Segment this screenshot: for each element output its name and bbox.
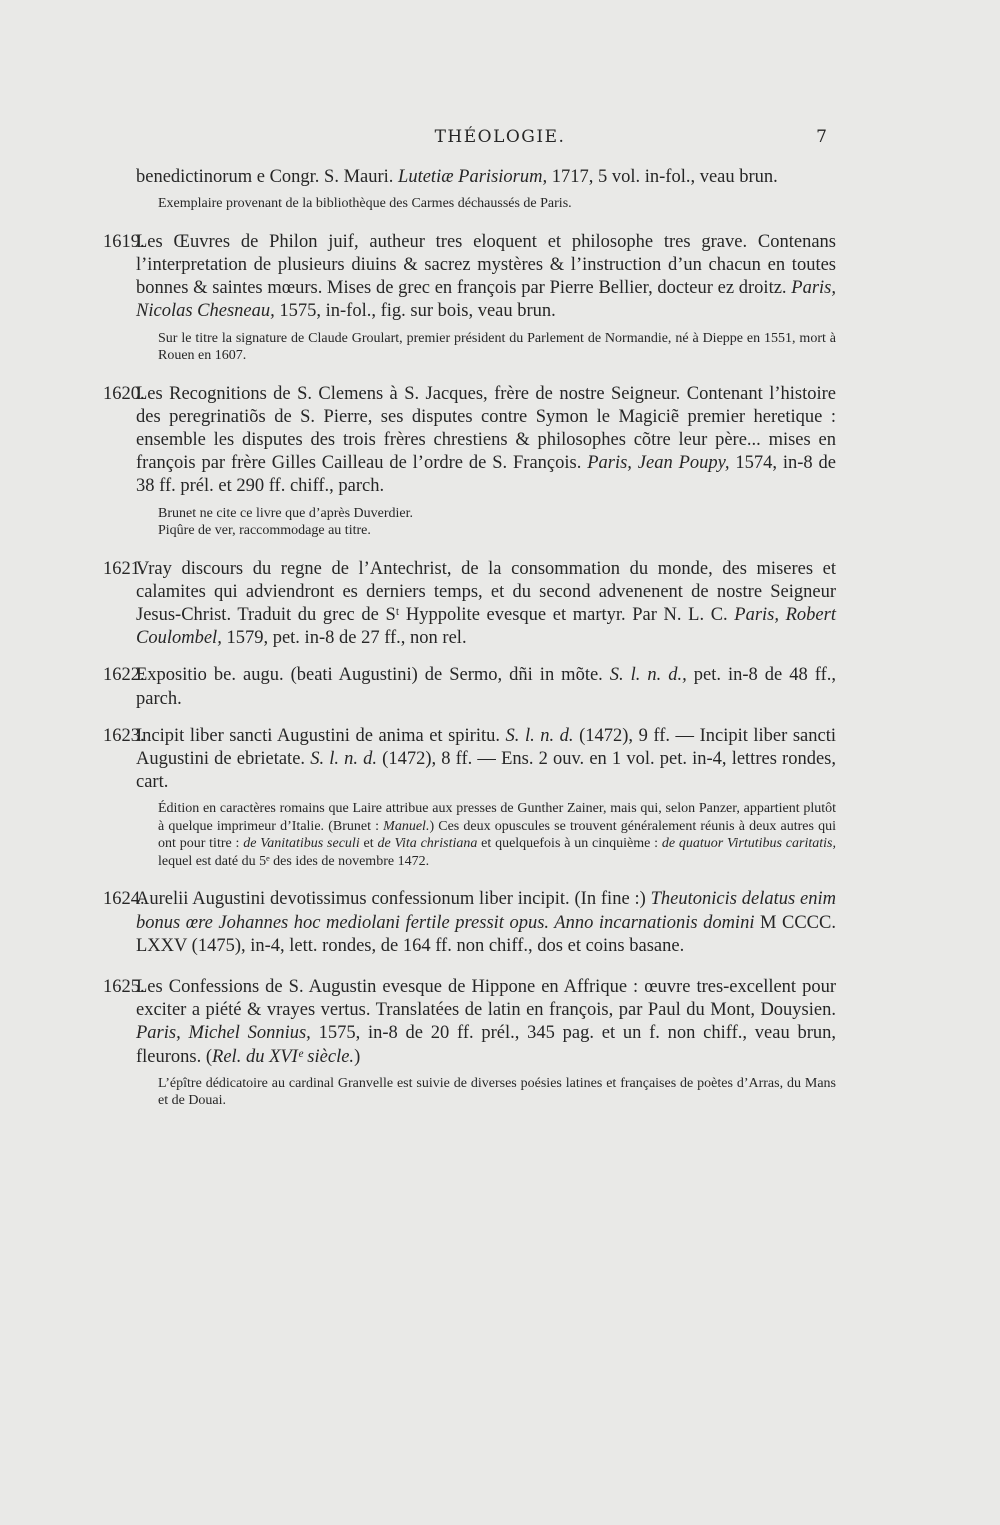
entry-note: L’épître dédicatoire au cardinal Granvelle est suivie de diverses poésies latines et françaises de poètes d’Arras, du Mans et de Douai. xyxy=(158,1075,836,1109)
entry-number: 1621. xyxy=(103,558,145,579)
entry-text: Les Confessions de S. Augustin evesque de Hippone en Affrique : œuvre tres-excellent pour exciter a piété & vrayes vertus. Translatées de latin en françois, par Paul du Mont, Douysien. xyxy=(136,976,836,1021)
entry-text: ) xyxy=(354,1046,361,1067)
entry-imprint: Paris, Michel Sonnius, xyxy=(136,1023,311,1044)
note-italic: de Vanitatibus seculi xyxy=(243,836,360,852)
entry-1624 xyxy=(103,888,837,958)
entry-text: 1575, in-fol., fig. sur bois, veau brun. xyxy=(274,301,556,322)
entry-imprint: Paris, Robert Coulombel, xyxy=(136,604,836,649)
entry-text: (1472), 8 ff. — Ens. 2 ouv. en 1 vol. pet. in-4, lettres rondes, cart. xyxy=(136,748,836,793)
note-text: Édition en caractères romains que Laire attribue aux presses de Gunther Zainer, mais qui, selon Panzer, appartient plutôt à quelque imprimeur d’Italie. (Brunet : xyxy=(158,801,836,834)
entry-text: Les Recognitions de S. Clemens à S. Jacques, frère de nostre Seigneur. Contenant l’histoire des peregrinatiõs de S. Pierre, ses disputes contre Symon le Magiciẽ premier heretique : ensemble les disputes des trois frères chrestiens & philosophes cõtre leur père... mises en françois par frère Gilles Cailleau de l’ordre de S. François. xyxy=(136,383,836,474)
entry-imprint: S. l. n. d. xyxy=(310,748,378,769)
entry-note: Exemplaire provenant de la bibliothèque des Carmes déchaussés de Paris. xyxy=(158,196,572,212)
entry-1622 xyxy=(103,664,836,710)
entry-number: 1619. xyxy=(103,231,145,252)
entry-number: 1623. xyxy=(103,725,145,746)
entry-text: 1575, in-8 de 20 ff. prél., 345 pag. et un f. non chiff., veau brun, fleurons. ( xyxy=(136,1023,836,1067)
entry-imprint: Lutetiæ Parisiorum, xyxy=(398,167,548,187)
note-text: lequel est daté du 5ᵉ des ides de novembre 1472. xyxy=(158,853,430,869)
entry-1619 xyxy=(103,231,836,324)
entry-text: M CCCC. LXXV (1475), in-4, lett. rondes, de 164 ff. non chiff., dos et coins basane. xyxy=(136,912,836,956)
entry-number: 1622. xyxy=(103,665,145,686)
note-italic: Manuel. xyxy=(383,818,430,834)
entry-text: benedictinorum e Congr. S. Mauri. xyxy=(136,167,399,187)
entry-text: (1472), 9 ff. — Incipit liber sancti Augustini de ebrietate. xyxy=(136,725,836,769)
entry-text: Les Œuvres de Philon juif, autheur tres eloquent et philosophe tres grave. Contenans l’interpretation de plusieurs diuins & sacrez mystères & l’instruction d’un chacun en toutes bonnes & saintes mœurs. Mises de grec en françois par Pierre Bellier, docteur ez droitz. xyxy=(136,231,836,299)
entry-1625 xyxy=(103,976,836,1069)
entry-text: Vray discours du regne de l’Antechrist, de la consommation du monde, des miseres et calamites qui adviendront es derniers temps, et du second advenenent de nostre Seigneur Jesus-Christ. Traduit du grec de Sᵗ Hyppolite evesque et martyr. Par N. L. C. xyxy=(136,558,836,625)
note-text: et xyxy=(359,836,378,852)
note-text: et quelquefois à un cinquième : xyxy=(477,836,662,852)
page-number: 7 xyxy=(816,127,827,147)
entry-number: 1624. xyxy=(103,889,145,910)
entry-imprint: S. l. n. d., xyxy=(609,665,687,686)
entry-text: 1717, 5 vol. in-fol., veau brun. xyxy=(547,167,778,187)
entry-text: Expositio be. augu. (beati Augustini) de Sermo, dñi in mõte. xyxy=(136,665,610,686)
note-italic: de Vita christiana xyxy=(377,836,478,852)
running-title: THÉOLOGIE. xyxy=(434,127,566,147)
entry-text: pet. in-8 de 48 ff., parch. xyxy=(136,665,836,709)
entry-1620 xyxy=(103,383,836,499)
entry-imprint: Paris, Jean Poupy, xyxy=(587,453,730,474)
entry-1621 xyxy=(103,558,836,651)
note-text: ) Ces deux opuscules se trouvent généralement réunis à deux autres qui ont pour titre : xyxy=(158,818,836,852)
entry-text: 1574, in-8 de 38 ff. prél. et 290 ff. chiff., parch. xyxy=(136,453,836,497)
entry-note: Sur le titre la signature de Claude Groulart, premier président du Parlement de Normandie, né à Dieppe en 1551, mort à Rouen en 1607. xyxy=(158,330,836,364)
entry-imprint: Paris, Nicolas Chesneau, xyxy=(136,278,836,322)
entry-1623 xyxy=(103,725,836,795)
page-content xyxy=(103,166,837,1110)
entry-binding-note: Rel. du XVIᵉ siècle. xyxy=(212,1046,355,1067)
entry-note xyxy=(136,800,836,870)
entry-continuation xyxy=(136,166,836,189)
entry-imprint: S. l. n. d. xyxy=(505,725,574,746)
entry-note-line: Brunet ne cite ce livre que d’après Duverdier. xyxy=(158,505,414,521)
entry-text: Aurelii Augustini devotissimus confessionum liber incipit. (In fine :) xyxy=(136,889,651,910)
entry-note-line: Piqûre de ver, raccommodage au titre. xyxy=(158,523,371,539)
entry-text: Incipit liber sancti Augustini de anima et spiritu. xyxy=(136,725,506,746)
entry-number: 1625. xyxy=(103,976,145,997)
entry-number: 1620. xyxy=(103,383,145,404)
entry-text: 1579, pet. in-8 de 27 ff., non rel. xyxy=(221,628,467,649)
note-italic: de quatuor Virtutibus caritatis, xyxy=(661,836,836,852)
entry-colophon: Theutonicis delatus enim bonus œre Johannes hoc mediolani fertile pressit opus. Anno incarnationis domini xyxy=(136,889,837,933)
